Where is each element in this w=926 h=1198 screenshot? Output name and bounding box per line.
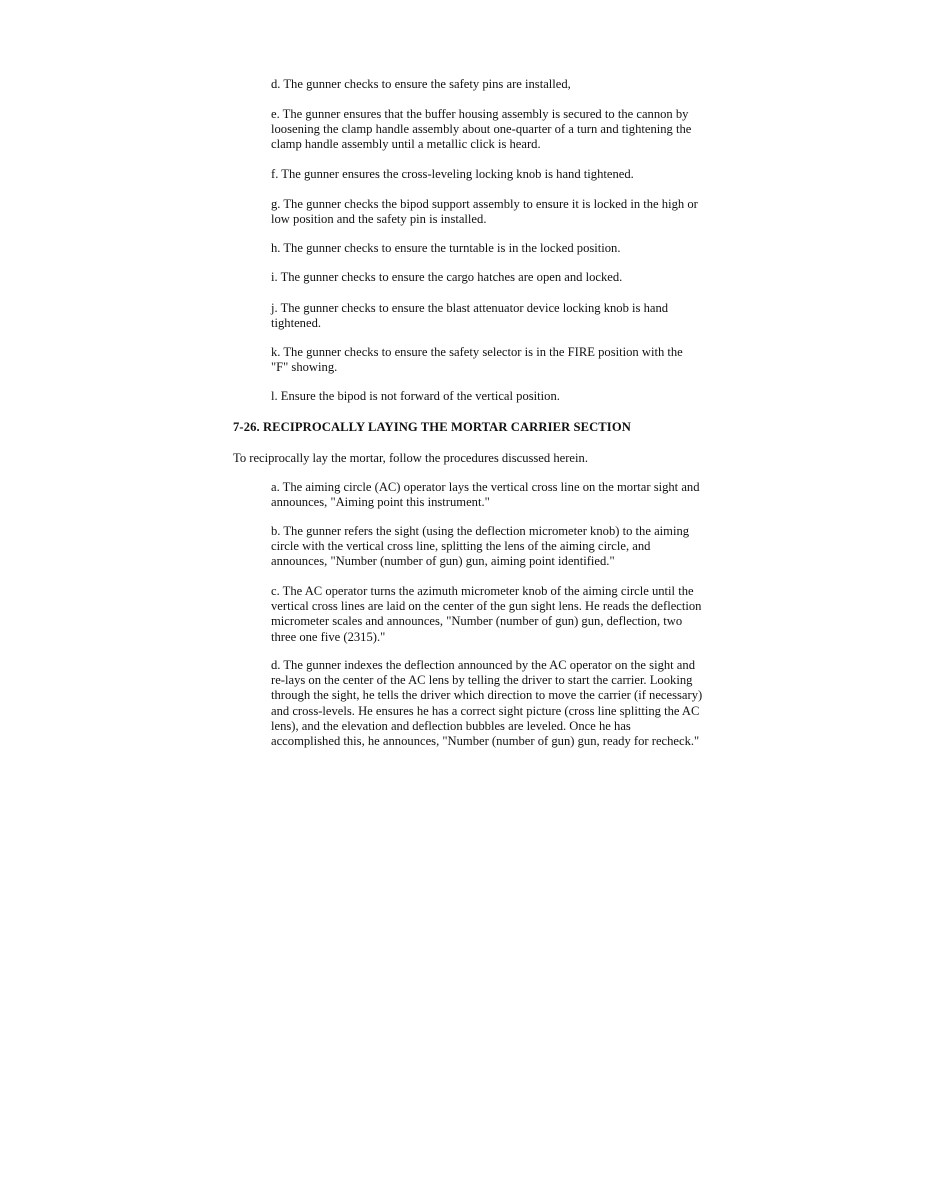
check-e-paragraph: e. The gunner ensures that the buffer housing assembly is secured to the cannon by loosening the clamp handle assembly about one-quarter of a turn and tightening the clamp handle assembly until a metallic click is heard. [271, 107, 692, 152]
step-a-paragraph: a. The aiming circle (AC) operator lays the vertical cross line on the mortar sight and announces, "Aiming point this instrument." [271, 480, 700, 510]
check-j-paragraph: j. The gunner checks to ensure the blast attenuator device locking knob is hand tightened. [271, 301, 669, 331]
step-b-paragraph: b. The gunner refers the sight (using the deflection micrometer knob) to the aiming circle with the vertical cross line, splitting the lens of the aiming circle, and announces, "Number (number of gun) gun, aiming point identified." [271, 524, 690, 569]
check-f-paragraph: f. The gunner ensures the cross-leveling locking knob is hand tightened. [271, 167, 634, 181]
check-d-paragraph: d. The gunner checks to ensure the safety pins are installed, [271, 77, 571, 91]
check-i-paragraph: i. The gunner checks to ensure the cargo hatches are open and locked. [271, 270, 623, 284]
check-g-paragraph: g. The gunner checks the bipod support assembly to ensure it is locked in the high or low position and the safety pin is installed. [271, 197, 698, 227]
check-h-paragraph: h. The gunner checks to ensure the turntable is in the locked position. [271, 241, 621, 255]
section-heading: 7-26. RECIPROCALLY LAYING THE MORTAR CARRIER SECTION [233, 420, 631, 434]
step-c-paragraph: c. The AC operator turns the azimuth micrometer knob of the aiming circle until the vertical cross lines are laid on the center of the gun sight lens. He reads the deflection micrometer scales and announces, "Number (number of gun) gun, deflection, two three one five (2315)." [271, 584, 702, 644]
step-d-paragraph: d. The gunner indexes the deflection announced by the AC operator on the sight and re-lays on the center of the AC lens by telling the driver to start the carrier. Looking through the sight, he tells the driver which direction to move the carrier (if necessary) and cross-levels. He ensures he has a correct sight picture (cross line splitting the AC lens), and the elevation and deflection bubbles are leveled. Once he has accomplished this, he announces, "Number (number of gun) gun, ready for recheck." [271, 658, 703, 749]
check-k-paragraph: k. The gunner checks to ensure the safety selector is in the FIRE position with the "F" showing. [271, 345, 683, 375]
section-intro-paragraph: To reciprocally lay the mortar, follow the procedures discussed herein. [233, 451, 588, 465]
check-l-paragraph: l. Ensure the bipod is not forward of the vertical position. [271, 389, 560, 403]
